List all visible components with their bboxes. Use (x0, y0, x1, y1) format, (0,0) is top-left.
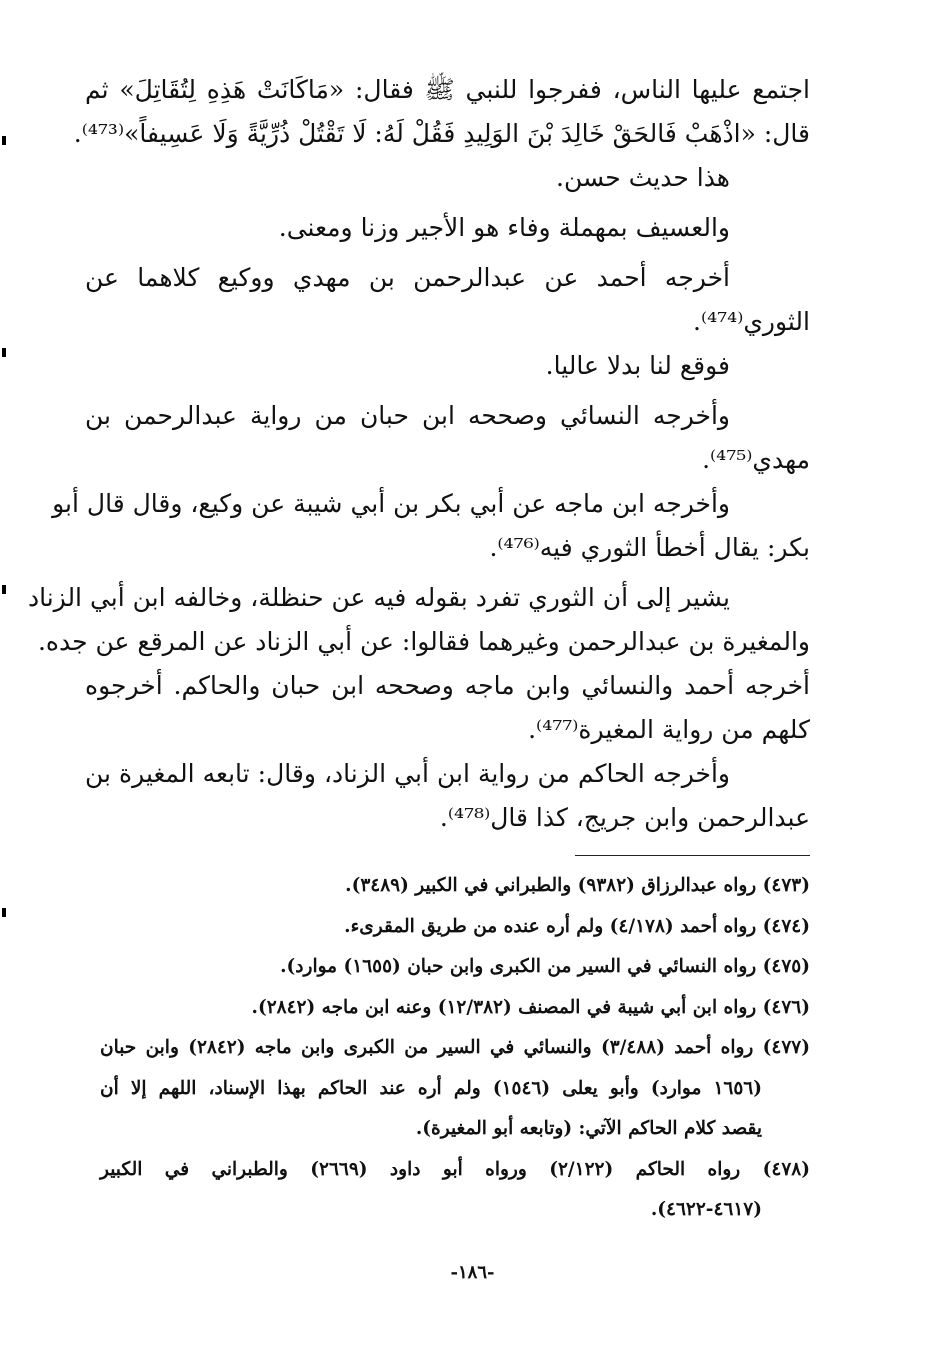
footnote-line: (٤٧٧) رواه أحمد (٣/٤٨٨) والنسائي في السير من الكبرى وابن ماجه (٢٨٤٢) وابن حبان (100, 1037, 810, 1058)
footnotes (100, 866, 810, 1231)
body-line: مهدي⁽⁴⁷⁵⁾. (702, 445, 810, 474)
main-text (27, 68, 810, 840)
footnote-line: (٤٧٤) رواه أحمد (٤/١٧٨) ولم أره عنده من طريق المقرىء. (344, 915, 810, 937)
body-line: يشير إلى أن الثوري تفرد بقوله فيه عن حنظلة، وخالفه ابن أبي الزناد (27, 583, 730, 612)
body-line: اجتمع عليها الناس، ففرجوا للنبي ﷺ فقال: «مَاكَانَتْ هَذِهِ لِتُقَاتِلَ» ثم (85, 75, 810, 104)
body-line: عبدالرحمن وابن جريج، كذا قال⁽⁴⁷⁸⁾. (439, 803, 810, 832)
body-line: هذا حديث حسن. (556, 163, 730, 192)
footnote-separator (575, 855, 810, 856)
body-line: بكر: يقال أخطأ الثوري فيه⁽⁴⁷⁶⁾. (489, 533, 810, 562)
page-number: -١٨٦- (450, 1262, 495, 1283)
footnote-line: (٤٧٨) رواه الحاكم (٢/١٢٢) ورواه أبو داود (٢٦٦٩) والطبراني في الكبير (100, 1158, 810, 1180)
body-line: وأخرجه النسائي وصححه ابن حبان من رواية عبدالرحمن بن (85, 401, 730, 430)
footnote-line: (٤٦١٧-٤٦٢٢). (650, 1199, 762, 1220)
body-line: كلهم من رواية المغيرة⁽⁴⁷⁷⁾. (528, 715, 810, 744)
body-line: أخرجه أحمد والنسائي وابن ماجه وصححه ابن حبان والحاكم. أخرجوه (85, 671, 810, 700)
body-line: وأخرجه الحاكم من رواية ابن أبي الزناد، وقال: تابعه المغيرة بن (85, 759, 730, 788)
scan-margin-mark (2, 908, 6, 917)
body-line: والعسيف بمهملة وفاء هو الأجير وزنا ومعنى. (278, 213, 730, 242)
footnote-line: (٤٧٣) رواه عبدالرزاق (٩٣٨٢) والطبراني في الكبير (٣٤٨٩). (345, 875, 810, 896)
footnote-line: (١٦٥٦ موارد) وأبو يعلى (١٥٤٦) ولم أره عند الحاكم بهذا الإسناد، اللهم إلا أن (100, 1077, 762, 1099)
scan-margin-mark (2, 585, 6, 594)
footnote-line: يقصد كلام الحاكم الآتي: (وتابعه أبو المغيرة). (415, 1118, 762, 1139)
body-line: وأخرجه ابن ماجه عن أبي بكر بن أبي شيبة عن وكيع، وقال قال أبو (52, 489, 730, 518)
body-line: قال: «اذْهَبْ فَالحَقْ خَالِدَ بْنَ الوَلِيدِ فَقُلْ لَهُ: لَا تَقْتُلْ ذُرِّيَّةً وَلَا عَسِيفاً»⁽⁴⁷³⁾. (73, 119, 810, 148)
body-line: فوقع لنا بدلا عاليا. (545, 351, 730, 380)
body-line: أخرجه أحمد عن عبدالرحمن بن مهدي ووكيع كلاهما عن (85, 263, 730, 292)
scan-margin-mark (2, 348, 6, 357)
footnote-line: (٤٧٦) رواه ابن أبي شيبة في المصنف (١٢/٣٨٢) وعنه ابن ماجه (٢٨٤٢). (251, 996, 810, 1018)
body-line: الثوري⁽⁴⁷⁴⁾. (693, 307, 810, 336)
scan-margin-mark (2, 136, 6, 145)
body-line: والمغيرة بن عبدالرحمن وغيرهما فقالوا: عن أبي الزناد عن المرقع عن جده. (37, 627, 810, 656)
footnote-line: (٤٧٥) رواه النسائي في السير من الكبرى وابن حبان (١٦٥٥) موارد). (280, 956, 810, 977)
